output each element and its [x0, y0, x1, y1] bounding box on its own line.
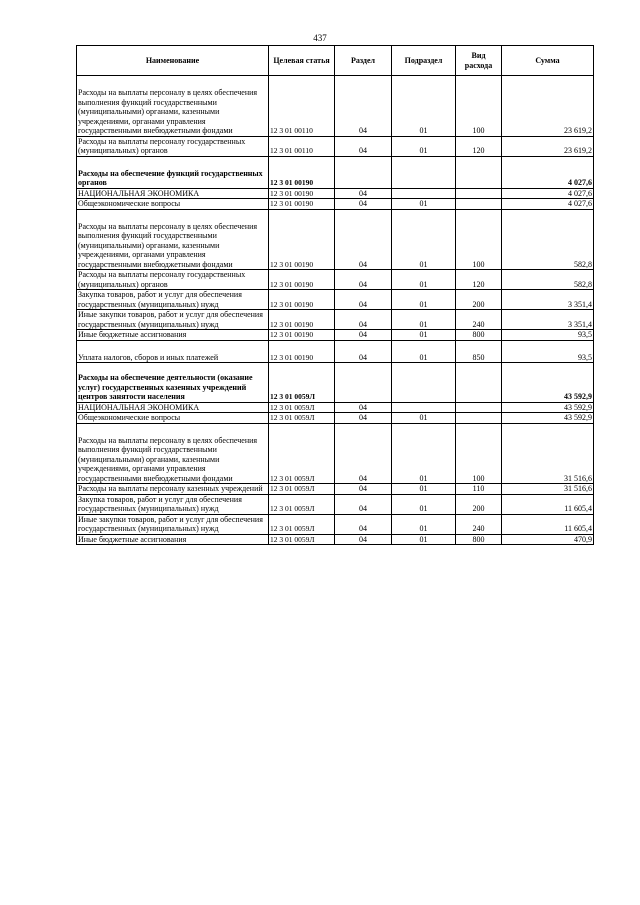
table-body [77, 76, 594, 545]
cell-target: 12 3 01 00190 [269, 340, 335, 363]
page-number: 437 [313, 33, 327, 43]
cell-section: 04 [335, 484, 392, 495]
cell-subsection: 01 [392, 423, 456, 484]
cell-kind [456, 199, 502, 210]
header-section: Раздел [335, 46, 392, 76]
table-header-row [77, 46, 594, 76]
cell-subsection: 01 [392, 310, 456, 330]
cell-target: 12 3 01 00190 [269, 290, 335, 310]
cell-target: 12 3 01 00190 [269, 156, 335, 188]
cell-target: 12 3 01 00190 [269, 209, 335, 270]
table-row [77, 340, 594, 363]
cell-kind [456, 402, 502, 413]
cell-name: Закупка товаров, работ и услуг для обеспечения государственных (муниципальных) нужд [77, 290, 269, 310]
cell-sum: 31 516,6 [502, 423, 594, 484]
cell-name: Общеэкономические вопросы [77, 199, 269, 210]
cell-sum: 4 027,6 [502, 188, 594, 199]
cell-section: 04 [335, 188, 392, 199]
cell-section: 04 [335, 76, 392, 137]
table-row [77, 330, 594, 341]
cell-subsection: 01 [392, 330, 456, 341]
cell-subsection [392, 363, 456, 403]
cell-name: Расходы на выплаты персоналу в целях обеспечения выполнения функций государственными (муниципальными) органами, казенными учреждениями, органами управления государственными внебюджетными фондами [77, 76, 269, 137]
cell-subsection: 01 [392, 413, 456, 424]
cell-name: Иные закупки товаров, работ и услуг для обеспечения государственных (муниципальных) нужд [77, 310, 269, 330]
cell-section: 04 [335, 413, 392, 424]
cell-kind: 120 [456, 136, 502, 156]
cell-section: 04 [335, 340, 392, 363]
cell-name: Иные закупки товаров, работ и услуг для обеспечения государственных (муниципальных) нужд [77, 514, 269, 534]
cell-subsection: 01 [392, 209, 456, 270]
cell-sum: 43 592,9 [502, 413, 594, 424]
cell-target: 12 3 01 0059Л [269, 363, 335, 403]
cell-sum: 43 592,9 [502, 402, 594, 413]
cell-section: 04 [335, 423, 392, 484]
cell-sum: 4 027,6 [502, 156, 594, 188]
header-kind: Вид расхода [456, 46, 502, 76]
table-row [77, 534, 594, 545]
header-sum: Сумма [502, 46, 594, 76]
table-row [77, 494, 594, 514]
header-target: Целевая статья [269, 46, 335, 76]
cell-kind [456, 188, 502, 199]
cell-name: Расходы на обеспечение функций государственных органов [77, 156, 269, 188]
cell-target: 12 3 01 0059Л [269, 402, 335, 413]
cell-sum: 11 605,4 [502, 494, 594, 514]
cell-name: Расходы на обеспечение деятельности (оказание услуг) государственных казенных учреждений центров занятости населения [77, 363, 269, 403]
cell-name: Закупка товаров, работ и услуг для обеспечения государственных (муниципальных) нужд [77, 494, 269, 514]
cell-section [335, 363, 392, 403]
cell-kind: 100 [456, 76, 502, 137]
table-row [77, 290, 594, 310]
cell-target: 12 3 01 0059Л [269, 494, 335, 514]
cell-kind: 240 [456, 514, 502, 534]
cell-kind [456, 156, 502, 188]
cell-subsection: 01 [392, 290, 456, 310]
cell-target: 12 3 01 0059Л [269, 423, 335, 484]
cell-name: Расходы на выплаты персоналу государственных (муниципальных) органов [77, 270, 269, 290]
cell-name: Расходы на выплаты персоналу государственных (муниципальных) органов [77, 136, 269, 156]
cell-kind: 100 [456, 209, 502, 270]
cell-name: НАЦИОНАЛЬНАЯ ЭКОНОМИКА [77, 188, 269, 199]
cell-sum: 31 516,6 [502, 484, 594, 495]
table-row [77, 423, 594, 484]
cell-subsection [392, 402, 456, 413]
cell-section: 04 [335, 209, 392, 270]
cell-kind: 850 [456, 340, 502, 363]
table-row [77, 363, 594, 403]
cell-kind: 100 [456, 423, 502, 484]
table-row [77, 270, 594, 290]
cell-name: Иные бюджетные ассигнования [77, 330, 269, 341]
cell-name: Общеэкономические вопросы [77, 413, 269, 424]
cell-kind: 800 [456, 534, 502, 545]
cell-kind: 120 [456, 270, 502, 290]
cell-name: Расходы на выплаты персоналу в целях обеспечения выполнения функций государственными (муниципальными) органами, казенными учреждениями, органами управления государственными внебюджетными фондами [77, 423, 269, 484]
table-row [77, 310, 594, 330]
cell-name: Расходы на выплаты персоналу казенных учреждений [77, 484, 269, 495]
cell-sum: 470,9 [502, 534, 594, 545]
cell-subsection: 01 [392, 340, 456, 363]
cell-name: Иные бюджетные ассигнования [77, 534, 269, 545]
cell-target: 12 3 01 00110 [269, 76, 335, 137]
table-row [77, 209, 594, 270]
cell-section: 04 [335, 270, 392, 290]
table-row [77, 136, 594, 156]
cell-section: 04 [335, 402, 392, 413]
cell-target: 12 3 01 00110 [269, 136, 335, 156]
cell-subsection: 01 [392, 199, 456, 210]
cell-target: 12 3 01 00190 [269, 199, 335, 210]
cell-target: 12 3 01 00190 [269, 310, 335, 330]
cell-sum: 3 351,4 [502, 310, 594, 330]
cell-sum: 23 619,2 [502, 76, 594, 137]
cell-subsection: 01 [392, 270, 456, 290]
cell-sum: 43 592,9 [502, 363, 594, 403]
cell-kind: 110 [456, 484, 502, 495]
cell-target: 12 3 01 0059Л [269, 413, 335, 424]
cell-sum: 582,8 [502, 209, 594, 270]
header-subsection: Подраздел [392, 46, 456, 76]
table-row [77, 514, 594, 534]
cell-section: 04 [335, 199, 392, 210]
cell-target: 12 3 01 0059Л [269, 534, 335, 545]
cell-subsection: 01 [392, 76, 456, 137]
table-row [77, 484, 594, 495]
cell-subsection [392, 156, 456, 188]
cell-sum: 3 351,4 [502, 290, 594, 310]
table-row [77, 76, 594, 137]
cell-sum: 4 027,6 [502, 199, 594, 210]
cell-subsection: 01 [392, 136, 456, 156]
cell-section: 04 [335, 310, 392, 330]
cell-sum: 23 619,2 [502, 136, 594, 156]
cell-name: Расходы на выплаты персоналу в целях обеспечения выполнения функций государственными (муниципальными) органами, казенными учреждениями, органами управления государственными внебюджетными фондами [77, 209, 269, 270]
cell-sum: 93,5 [502, 340, 594, 363]
cell-name: НАЦИОНАЛЬНАЯ ЭКОНОМИКА [77, 402, 269, 413]
cell-subsection: 01 [392, 514, 456, 534]
cell-subsection [392, 188, 456, 199]
table-row [77, 413, 594, 424]
cell-section: 04 [335, 330, 392, 341]
cell-kind: 200 [456, 494, 502, 514]
cell-name: Уплата налогов, сборов и иных платежей [77, 340, 269, 363]
cell-subsection: 01 [392, 494, 456, 514]
table-row [77, 156, 594, 188]
cell-sum: 11 605,4 [502, 514, 594, 534]
table-row [77, 199, 594, 210]
table-row [77, 188, 594, 199]
cell-subsection: 01 [392, 534, 456, 545]
header-name: Наименование [77, 46, 269, 76]
cell-sum: 93,5 [502, 330, 594, 341]
cell-section [335, 156, 392, 188]
budget-table [76, 45, 594, 545]
cell-kind [456, 363, 502, 403]
cell-kind: 240 [456, 310, 502, 330]
table-row [77, 402, 594, 413]
cell-target: 12 3 01 00190 [269, 188, 335, 199]
cell-kind [456, 413, 502, 424]
cell-section: 04 [335, 136, 392, 156]
cell-section: 04 [335, 534, 392, 545]
cell-target: 12 3 01 00190 [269, 270, 335, 290]
cell-kind: 800 [456, 330, 502, 341]
cell-section: 04 [335, 290, 392, 310]
cell-section: 04 [335, 494, 392, 514]
cell-kind: 200 [456, 290, 502, 310]
cell-target: 12 3 01 00190 [269, 330, 335, 341]
cell-sum: 582,8 [502, 270, 594, 290]
cell-target: 12 3 01 0059Л [269, 514, 335, 534]
cell-target: 12 3 01 0059Л [269, 484, 335, 495]
cell-section: 04 [335, 514, 392, 534]
cell-subsection: 01 [392, 484, 456, 495]
